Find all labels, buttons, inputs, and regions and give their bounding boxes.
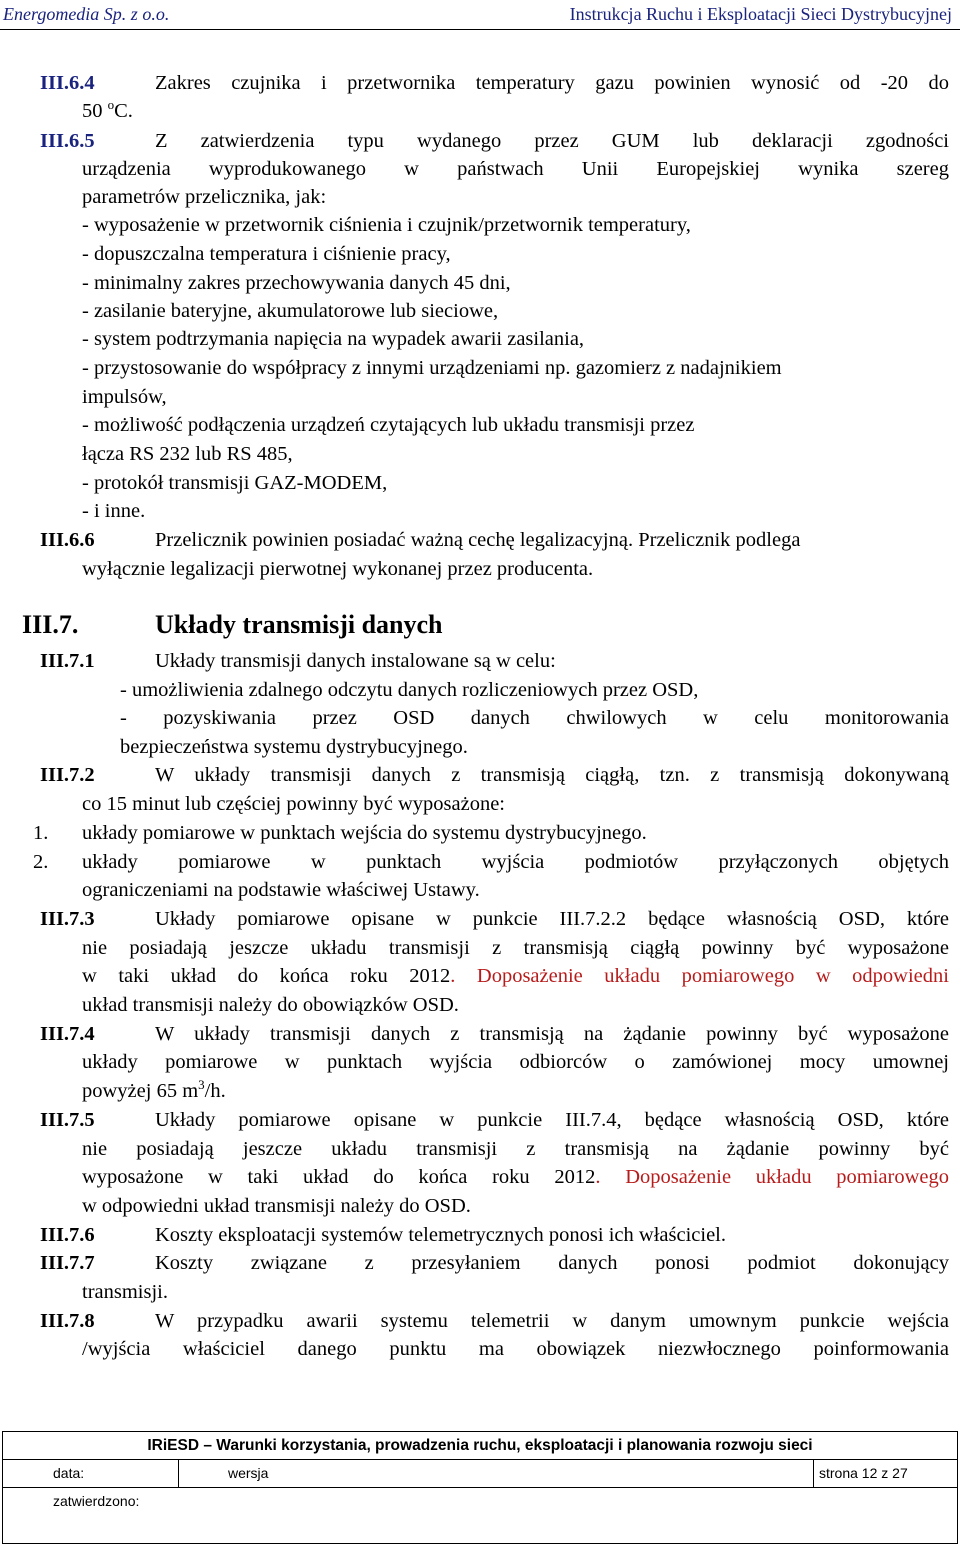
clause-text: Układy transmisji danych instalowane są w celu: xyxy=(155,650,556,672)
footer-meta-row xyxy=(3,1460,957,1488)
cell-divider xyxy=(813,1460,814,1487)
approved-label: zatwierdzono: xyxy=(53,1493,140,1509)
list-item: - zasilanie bateryjne, akumulatorowe lub sieciowe, xyxy=(82,300,499,322)
clause-number: III.7.7 xyxy=(40,1252,95,1274)
clause-number: III.7.4 xyxy=(40,1023,95,1045)
list-item: układy pomiarowe w punktach wyjścia podmiotów przyłączonych objętych xyxy=(82,851,949,873)
clause-number: III.7.1 xyxy=(40,650,95,672)
version-label: wersja xyxy=(228,1465,269,1481)
clause-text: w taki układ do końca roku 2012. Doposażenie układu pomiarowego w odpowiedni xyxy=(82,965,949,987)
list-item: - pozyskiwania przez OSD danych chwilowych w celu monitorowania xyxy=(120,707,949,729)
clause-number: III.7.2 xyxy=(40,764,95,786)
company-name: Energomedia Sp. z o.o. xyxy=(3,4,170,24)
clause-text: wyposażone w taki układ do końca roku 2012. Doposażenie układu pomiarowego xyxy=(82,1166,949,1188)
clause-text: W układy transmisji danych z transmisją na żądanie powinny być wyposażone xyxy=(155,1023,949,1045)
clause-text: W układy transmisji danych z transmisją ciągłą, tzn. z transmisją dokonywaną xyxy=(155,764,949,786)
page-number: strona 12 z 27 xyxy=(819,1465,908,1481)
list-item: ograniczeniami na podstawie właściwej Ustawy. xyxy=(82,879,480,901)
list-number: 1. xyxy=(33,822,49,844)
list-item: - minimalny zakres przechowywania danych 45 dni, xyxy=(82,272,511,294)
clause-text: powyżej 65 $m^3/h$. xyxy=(82,1077,226,1102)
clause-number: III.6.5 xyxy=(40,130,95,152)
document-title: Instrukcja Ruchu i Eksploatacji Sieci Dystrybucyjnej xyxy=(569,4,952,24)
list-item: - i inne. xyxy=(82,500,146,522)
section-number: III.7. xyxy=(22,610,79,639)
clause-text: co 15 minut lub częściej powinny być wyposażone: xyxy=(82,793,505,815)
list-item: - system podtrzymania napięcia na wypadek awarii zasilania, xyxy=(82,328,585,350)
clause-text: Układy pomiarowe opisane w punkcie III.7.4, będące własnością OSD, które xyxy=(155,1109,949,1131)
clause-number: III.7.6 xyxy=(40,1224,95,1246)
clause-number: III.7.5 xyxy=(40,1109,95,1131)
clause-text: układ transmisji należy do obowiązków OSD. xyxy=(82,994,459,1016)
list-item: - dopuszczalna temperatura i ciśnienie pracy, xyxy=(82,243,451,265)
date-label: data: xyxy=(53,1465,85,1481)
footer-approval-row xyxy=(3,1488,957,1515)
clause-text: w odpowiedni układ transmisji należy do OSD. xyxy=(82,1195,471,1217)
clause-text: transmisji. xyxy=(82,1281,168,1303)
page-header xyxy=(0,0,960,30)
clause-text: układy pomiarowe w punktach wyjścia odbiorców o zamówionej mocy umownej xyxy=(82,1051,949,1073)
clause-number: III.7.8 xyxy=(40,1310,95,1332)
clause-text: nie posiadają jeszcze układu transmisji z transmisją na żądanie powinny być xyxy=(82,1138,949,1160)
header-rule xyxy=(0,29,960,30)
list-item: łącza RS 232 lub RS 485, xyxy=(82,443,293,465)
clause-text: Z zatwierdzenia typu wydanego przez GUM lub deklaracji zgodności xyxy=(155,130,949,152)
cell-divider xyxy=(178,1460,179,1487)
list-item: - umożliwienia zdalnego odczytu danych rozliczeniowych przez OSD, xyxy=(120,679,699,701)
list-item: - przystosowanie do współpracy z innymi urządzeniami np. gazomierz z nadajnikiem xyxy=(82,357,782,379)
list-number: 2. xyxy=(33,851,49,873)
clause-number: III.6.4 xyxy=(40,72,95,94)
clause-text: /wyjścia właściciel danego punktu ma obowiązek niezwłocznego poinformowania xyxy=(82,1338,949,1360)
footer-title: IRiESD – Warunki korzystania, prowadzenia ruchu, eksploatacji i planowania rozwoju sieci xyxy=(147,1437,813,1454)
list-item: - wyposażenie w przetwornik ciśnienia i czujnik/przetwornik temperatury, xyxy=(82,214,691,236)
clause-text: Koszty związane z przesyłaniem danych ponosi podmiot dokonujący xyxy=(155,1252,949,1274)
list-item: - możliwość podłączenia urządzeń czytających lub układu transmisji przez xyxy=(82,414,695,436)
clause-text: nie posiadają jeszcze układu transmisji z transmisją ciągłą powinny być wyposażone xyxy=(82,937,949,959)
section-title: Układy transmisji danych xyxy=(155,610,443,639)
list-item: bezpieczeństwa systemu dystrybucyjnego. xyxy=(120,736,468,758)
clause-text: Zakres czujnika i przetwornika temperatury gazu powinien wynosić od -20 do xyxy=(155,72,949,94)
clause-text: parametrów przelicznika, jak: xyxy=(82,186,327,208)
footer-table xyxy=(2,1431,958,1544)
list-item: - protokół transmisji GAZ-MODEM, xyxy=(82,472,388,494)
clause-text: Przelicznik powinien posiadać ważną cechę legalizacyjną. Przelicznik podlega xyxy=(155,529,801,551)
list-item: impulsów, xyxy=(82,386,167,408)
clause-text: Koszty eksploatacji systemów telemetrycznych ponosi ich właściciel. xyxy=(155,1224,726,1246)
list-item: układy pomiarowe w punktach wejścia do systemu dystrybucyjnego. xyxy=(82,822,647,844)
clause-text: W przypadku awarii systemu telemetrii w danym umownym punkcie wejścia xyxy=(155,1310,949,1332)
clause-text: wyłącznie legalizacji pierwotnej wykonanej przez producenta. xyxy=(82,558,594,580)
clause-text: 50 $^o$C. xyxy=(82,97,133,122)
clause-number: III.6.6 xyxy=(40,529,95,551)
clause-number: III.7.3 xyxy=(40,908,95,930)
footer-title-row xyxy=(3,1432,957,1460)
clause-text: urządzenia wyprodukowanego w państwach Unii Europejskiej wynika szereg xyxy=(82,158,949,180)
clause-text: Układy pomiarowe opisane w punkcie III.7.2.2 będące własnością OSD, które xyxy=(155,908,949,930)
